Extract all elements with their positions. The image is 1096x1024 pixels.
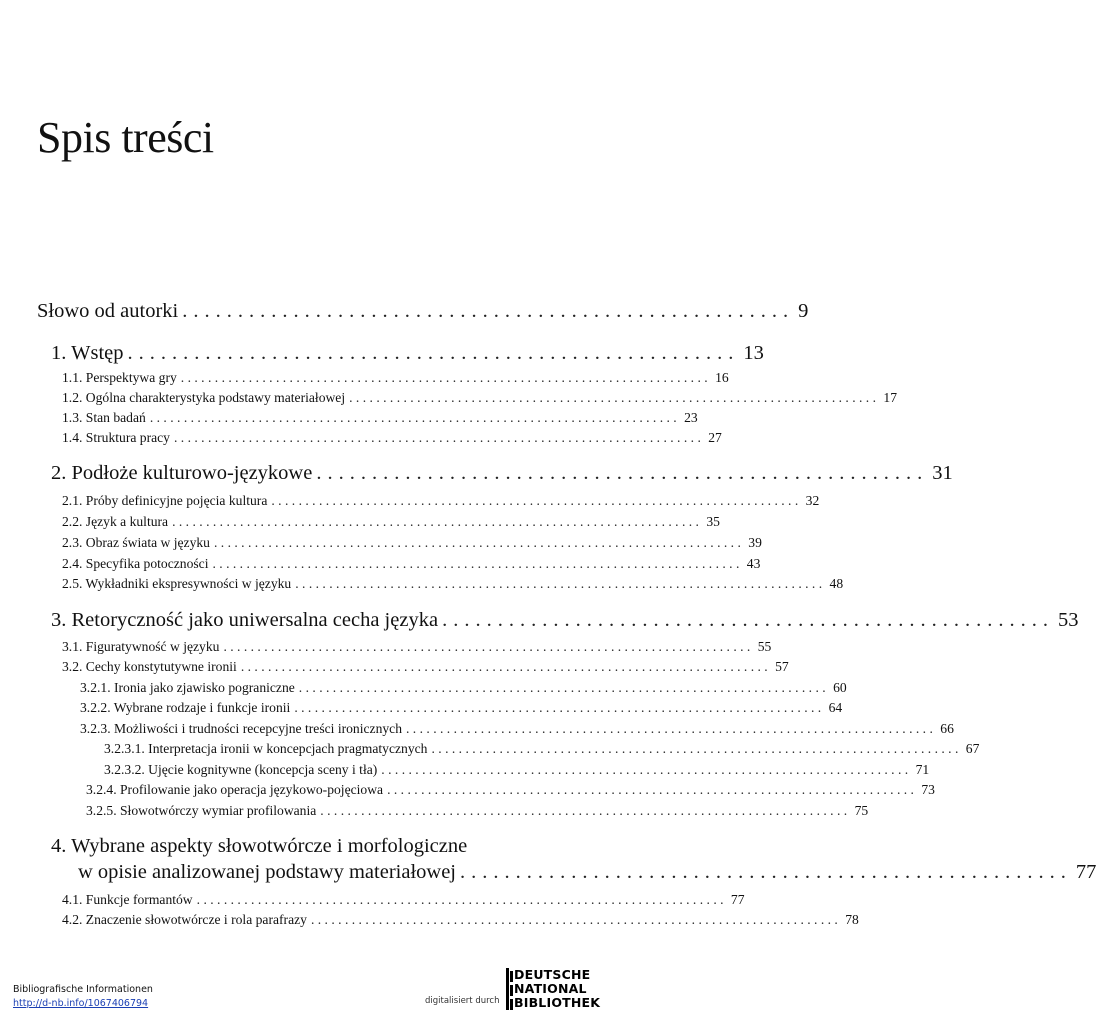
toc-leader: ....................................................... — [442, 609, 1054, 631]
toc-leader: .............................................................................. — [387, 782, 918, 797]
toc-leader: ....................................................... — [460, 861, 1072, 883]
toc-chapter-4-line-1[interactable]: 4. Wybrane aspekty słowotwórcze i morfologiczne — [51, 835, 468, 857]
toc-page: 77 — [730, 892, 745, 907]
toc-label: 3.2.4. Profilowanie jako operacja językowo-pojęciowa — [86, 782, 384, 797]
toc-page: 57 — [775, 659, 789, 674]
toc-leader: .............................................................................. — [223, 639, 754, 654]
toc-section-4-2[interactable] — [62, 912, 859, 928]
toc-label: 2.1. Próby definicyjne pojęcia kultura — [62, 493, 268, 508]
logo-line-2: NATIONAL — [514, 981, 587, 996]
toc-chapter-3[interactable] — [51, 609, 1079, 632]
toc-label: 1. Wstęp — [51, 342, 124, 364]
toc-leader: ....................................................... — [127, 342, 740, 364]
toc-page: 48 — [829, 576, 844, 591]
toc-leader: .............................................................................. — [381, 762, 912, 777]
toc-page: 60 — [833, 680, 847, 695]
toc-section-1-1[interactable] — [62, 370, 729, 386]
toc-leader: .............................................................................. — [180, 370, 712, 385]
toc-leader: .............................................................................. — [298, 680, 830, 695]
toc-leader: .............................................................................. — [294, 700, 825, 715]
toc-section-2-4[interactable] — [62, 556, 761, 572]
toc-label: w opisie analizowanej podstawy materiałowej — [78, 861, 456, 883]
toc-label: 4.2. Znaczenie słowotwórcze i rola parafrazy — [62, 912, 307, 927]
toc-leader: .............................................................................. — [406, 721, 937, 736]
toc-label: 2.3. Obraz świata w języku — [62, 535, 210, 550]
toc-label: 3.2.3.2. Ujęcie kognitywne (koncepcja sceny i tła) — [104, 762, 378, 777]
toc-page: 27 — [708, 430, 722, 445]
toc-page: 71 — [915, 762, 930, 777]
toc-section-3-1[interactable] — [62, 639, 772, 655]
toc-leader: .............................................................................. — [213, 535, 745, 550]
toc-leader: .............................................................................. — [212, 556, 743, 571]
toc-page: 75 — [854, 803, 869, 818]
logo-line-1: DEUTSCHE — [514, 967, 591, 982]
logo-bar-icon — [506, 968, 509, 982]
toc-subsection-3-2-3[interactable] — [80, 721, 954, 737]
toc-leader: .............................................................................. — [320, 803, 851, 818]
toc-label: 2.2. Język a kultura — [62, 514, 169, 529]
bibliographic-info-label: Bibliografische Informationen — [13, 984, 153, 995]
toc-section-1-4[interactable] — [62, 430, 722, 446]
toc-subsection-3-2-4[interactable] — [86, 782, 935, 798]
logo-bar-icon — [510, 985, 513, 996]
toc-chapter-1[interactable] — [51, 342, 764, 365]
toc-section-1-2[interactable] — [62, 390, 897, 406]
toc-label: 3. Retoryczność jako uniwersalna cecha języka — [51, 609, 439, 631]
toc-section-2-2[interactable] — [62, 514, 720, 530]
toc-page: 66 — [940, 721, 954, 736]
toc-label: 4.1. Funkcje formantów — [62, 892, 193, 907]
toc-section-2-1[interactable] — [62, 493, 820, 509]
logo-bar-icon — [510, 999, 513, 1010]
toc-section-3-2[interactable] — [62, 659, 789, 675]
toc-label: 2. Podłoże kulturowo-językowe — [51, 462, 313, 484]
toc-leader: .............................................................................. — [173, 430, 705, 445]
toc-leader: .............................................................................. — [271, 493, 802, 508]
toc-page: 53 — [1057, 609, 1079, 631]
toc-page: 43 — [746, 556, 761, 571]
toc-label: Słowo od autorki — [37, 300, 179, 322]
toc-page: 31 — [932, 462, 953, 484]
toc-subsection-3-2-1[interactable] — [80, 680, 847, 696]
toc-label: 3.2.1. Ironia jako zjawisko pograniczne — [80, 680, 295, 695]
toc-page: 23 — [684, 410, 698, 425]
toc-subsection-3-2-2[interactable] — [80, 700, 843, 716]
toc-chapter-4[interactable] — [78, 861, 1096, 884]
toc-label: 1.4. Struktura pracy — [62, 430, 170, 445]
bibliographic-info — [13, 983, 153, 1011]
toc-subsection-3-2-3-1[interactable] — [104, 741, 980, 757]
toc-page: 17 — [883, 390, 897, 405]
toc-section-2-5[interactable] — [62, 576, 844, 592]
toc-chapter-2[interactable] — [51, 462, 953, 485]
toc-label: 2.5. Wykładniki ekspresywności w języku — [62, 576, 292, 591]
toc-leader: .............................................................................. — [240, 659, 772, 674]
toc-page: 78 — [845, 912, 859, 927]
toc-label: 3.2.5. Słowotwórczy wymiar profilowania — [86, 803, 317, 818]
toc-leader: ....................................................... — [182, 300, 795, 322]
toc-label: 3.2.2. Wybrane rodzaje i funkcje ironii — [80, 700, 291, 715]
toc-leader: .............................................................................. — [349, 390, 880, 405]
toc-leader: .............................................................................. — [196, 892, 727, 907]
toc-label: 3.2.3.1. Interpretacja ironii w koncepcjach pragmatycznych — [104, 741, 428, 756]
toc-leader: .............................................................................. — [295, 576, 826, 591]
toc-leader: .............................................................................. — [431, 741, 962, 756]
toc-leader: ....................................................... — [316, 462, 929, 484]
dnb-logo — [506, 968, 600, 1010]
bibliographic-info-link[interactable]: http://d-nb.info/1067406794 — [13, 998, 149, 1009]
toc-label: 1.1. Perspektywa gry — [62, 370, 177, 385]
toc-label: 2.4. Specyfika potoczności — [62, 556, 209, 571]
logo-bar-icon — [510, 971, 513, 982]
toc-page: 16 — [715, 370, 729, 385]
toc-page: 35 — [706, 514, 720, 529]
toc-section-1-3[interactable] — [62, 410, 698, 426]
toc-page: 32 — [805, 493, 820, 508]
toc-label: 3.2. Cechy konstytutywne ironii — [62, 659, 237, 674]
toc-page: 39 — [748, 535, 762, 550]
toc-section-4-1[interactable] — [62, 892, 745, 908]
toc-label: 1.2. Ogólna charakterystyka podstawy materiałowej — [62, 390, 346, 405]
toc-page: 73 — [921, 782, 935, 797]
toc-leader: .............................................................................. — [310, 912, 842, 927]
toc-page: 9 — [798, 300, 809, 322]
logo-bar-icon — [506, 996, 509, 1010]
toc-entry-foreword[interactable] — [37, 300, 809, 323]
toc-page: 77 — [1075, 861, 1096, 883]
toc-leader: .............................................................................. — [149, 410, 681, 425]
toc-label: 1.3. Stan badań — [62, 410, 146, 425]
digitized-by-label: digitalisiert durch — [425, 996, 500, 1006]
toc-page: 67 — [965, 741, 980, 756]
toc-label: 3.2.3. Możliwości i trudności recepcyjne treści ironicznych — [80, 721, 402, 736]
logo-bar-icon — [506, 982, 509, 996]
page-title: Spis treści — [37, 113, 214, 162]
toc-leader: .............................................................................. — [172, 514, 703, 529]
toc-section-2-3[interactable] — [62, 535, 762, 551]
toc-page: 55 — [757, 639, 772, 654]
toc-page: 64 — [828, 700, 843, 715]
toc-label: 3.1. Figuratywność w języku — [62, 639, 220, 654]
toc-subsection-3-2-5[interactable] — [86, 803, 869, 819]
logo-line-3: BIBLIOTHEK — [514, 995, 601, 1010]
toc-subsection-3-2-3-2[interactable] — [104, 762, 930, 778]
toc-page: 13 — [743, 342, 764, 364]
